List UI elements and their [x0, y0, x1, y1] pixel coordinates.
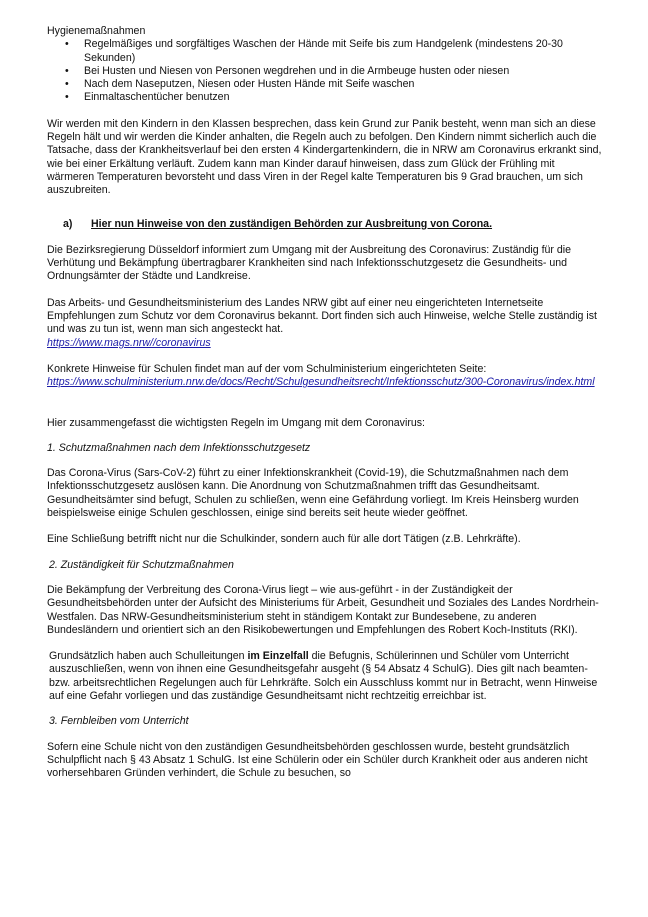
schulministerium-link[interactable]: https://www.schulministerium.nrw.de/docs/Recht/Schulgesundheitsrecht/Infektionsschutz/300-Coronavirus/index.html	[47, 376, 595, 389]
bullet-icon: •	[65, 38, 69, 51]
mags-link[interactable]: https://www.mags.nrw//coronavirus	[47, 336, 211, 349]
section-1-paragraph: Das Corona-Virus (Sars-CoV-2) führt zu einer Infektionskrankheit (Covid-19), die Schutzmaßnahmen nach dem Infektionsschutzgesetz auslösen kann. Die Anordnung von Schutzmaßnahmen trifft das Gesundheitsamt. Gesundheitsämter sind befugt, Schulen zu schließen, wenn eine Gefährdung vorliegt. Im Kreis Heinsberg wurden beispielsweise einige Schulen geschlossen, einige sind bereits seit heute wieder geöffnet.	[47, 467, 579, 520]
list-item: • Bei Husten und Niesen von Personen wegdrehen und in die Armbeuge husten oder niesen	[65, 64, 510, 77]
hygiene-list	[47, 38, 603, 104]
schulministerium-paragraph: Konkrete Hinweise für Schulen findet man auf der vom Schulministerium eingerichteten Seite: https://www.schulministerium.nrw.de/docs/Recht/Schulgesundheitsrecht/Infektionsschutz/300-Coronavirus/index.html	[47, 362, 595, 389]
section-2-paragraph: Die Bekämpfung der Verbreitung des Corona-Virus liegt – wie aus-geführt - in der Zuständigkeit der Gesundheitsbehörden unter der Aufsicht des Ministeriums für Arbeit, Gesundheit und Soziales des Landes Nordrhein-Westfalen. Das NRW-Gesundheitsministerium steht in ständigem Kontakt zur Bundesebene, zu anderen Bundesländern und orientiert sich an den Risikobewertungen und Empfehlungen des Robert Koch-Instituts (RKI).	[47, 583, 599, 636]
section-1-title: 1. Schutzmaßnahmen nach dem Infektionsschutzgesetz	[47, 441, 311, 454]
heading-label: a)	[63, 217, 73, 230]
intro-paragraph: Wir werden mit den Kindern in den Klassen besprechen, dass kein Grund zur Panik besteht, wenn man sich an diese Regeln hält und wir werden die Kinder anhalten, die Regeln auch zu befolgen. Den Kindern nimmt sicherlich auch die Tatsache, dass der Krankheitsverlauf bei den ersten 4 Kindergartenkindern, die in NRW am Coronavirus erkrankt sind, wie bei einer Erkältung verläuft. Zudem kann man Kinder darauf hinweisen, dass zum Glück der Frühling mit wärmeren Temperaturen bevorsteht und dass Viren in der Regel kalte Temperaturen bis 9 Grad brauchen, um sich auszubreiten.	[47, 117, 602, 197]
list-item: • Nach dem Naseputzen, Niesen oder Husten Hände mit Seife waschen	[65, 78, 415, 91]
bullet-icon: •	[65, 91, 69, 104]
section-1-paragraph-2: Eine Schließung betrifft nicht nur die Schulkinder, sondern auch für alle dort Tätigen (z.B. Lehrkräfte).	[47, 533, 521, 546]
heading-text: Hier nun Hinweise von den zuständigen Behörden zur Ausbreitung von Corona.	[91, 217, 493, 230]
section-3-title: 3. Fernbleiben vom Unterricht	[49, 715, 189, 728]
bezirk-paragraph: Die Bezirksregierung Düsseldorf informiert zum Umgang mit der Ausbreitung des Coronavirus: Zuständig für die Verhütung und Bekämpfung übertragbarer Krankheiten sind nach Infektionsschutzgesetz die Gesundheits- und Ordnungsämter der Städte und Landkreise.	[47, 243, 572, 283]
emphasis: im Einzelfall	[247, 650, 309, 663]
ministerium-paragraph: Das Arbeits- und Gesundheitsministerium des Landes NRW gibt auf einer neu eingerichteten Internetseite Empfehlungen zum Schutz vor dem Coronavirus bekannt. Dort finden sich auch Hinweise, welche Stelle zuständig ist und was zu tun ist, wenn man sich angesteckt hat. https://www.mags.nrw//coronavirus	[47, 296, 597, 349]
list-item: • Regelmäßiges und sorgfältiges Waschen der Hände mit Seife bis zum Handgelenk (mindestens 20-30 Sekunden)	[65, 38, 563, 64]
list-item: • Einmaltaschentücher benutzen	[65, 91, 230, 104]
bullet-icon: •	[65, 78, 69, 91]
section-2-title: 2. Zuständigkeit für Schutzmaßnahmen	[49, 558, 234, 571]
section-2-paragraph-2: Grundsätzlich haben auch Schulleitungen im Einzelfall die Befugnis, Schülerinnen und Schüler vom Unterricht auszuschließen, wenn von ihnen eine Gesundheitsgefahr ausgeht (§ 54 Absatz 4 SchulG). Dies gilt nach beamten- bzw. arbeitsrechtlichen Regelungen auch für Lehrkräfte. Solch ein Ausschluss kommt nur in Betracht, wenn Hinweise auf eine Gefahr vorliegen und das zuständige Gesundheitsamt nicht rechtzeitig erreichbar ist.	[49, 650, 598, 702]
bullet-icon: •	[65, 64, 69, 77]
hygiene-title: Hygienemaßnahmen	[47, 25, 146, 37]
section-heading-a	[47, 218, 603, 231]
section-3-paragraph: Sofern eine Schule nicht von den zuständigen Gesundheitsbehörden geschlossen wurde, besteht grundsätzlich Schulpflicht nach § 43 Absatz 1 SchulG. Ist eine Schülerin oder ein Schüler durch Krankheit oder aus anderen nicht vorhersehbaren Gründen verhindert, die Schule zu besuchen, so	[47, 740, 588, 780]
summary-intro: Hier zusammengefasst die wichtigsten Regeln im Umgang mit dem Coronavirus:	[47, 416, 425, 429]
document-page	[47, 25, 603, 780]
